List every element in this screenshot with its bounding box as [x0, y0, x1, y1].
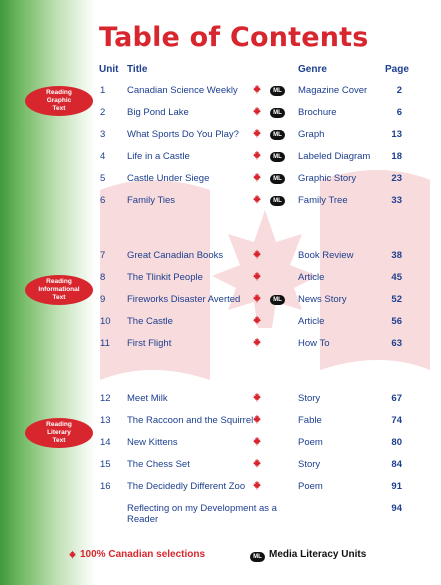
table-row [96, 503, 416, 523]
page-title: Table of Contents [99, 22, 369, 53]
maple-leaf-icon [252, 392, 263, 403]
selection-title: Fireworks Disaster Averted [127, 294, 241, 305]
table-row [96, 129, 416, 149]
page-number: 67 [391, 393, 402, 404]
ml-badge: ML [270, 108, 285, 118]
genre-column-header: Genre [298, 64, 327, 75]
title-column-header: Title [127, 64, 148, 75]
page-number: 63 [391, 338, 402, 349]
table-row [96, 316, 416, 336]
table-row [96, 338, 416, 358]
genre-label: Graph [298, 129, 325, 140]
page-number: 45 [391, 272, 402, 283]
maple-leaf-icon [252, 458, 263, 469]
table-row [96, 107, 416, 127]
ml-badge: ML [270, 152, 285, 162]
media-literacy-icon [270, 172, 285, 183]
media-literacy-icon [270, 84, 285, 95]
selection-title: What Sports Do You Play? [127, 129, 239, 140]
selection-title: Canadian Science Weekly [127, 85, 238, 96]
table-row [96, 173, 416, 193]
genre-label: How To [298, 338, 330, 349]
media-literacy-icon [270, 293, 285, 304]
selection-title: Great Canadian Books [127, 250, 224, 261]
selection-title: The Tlinkit People [127, 272, 203, 283]
page-number: 6 [396, 107, 402, 118]
unit-number: 10 [100, 316, 111, 327]
genre-label: Story [298, 393, 321, 404]
selection-title: The Castle [127, 316, 173, 327]
ml-badge: ML [270, 174, 285, 184]
table-row [96, 294, 416, 314]
page-number: 94 [391, 503, 402, 514]
page-number: 33 [391, 195, 402, 206]
table-row [96, 272, 416, 292]
maple-leaf-icon [252, 337, 263, 348]
media-literacy-icon [270, 106, 285, 117]
unit-number: 4 [100, 151, 106, 162]
media-literacy-icon [270, 150, 285, 161]
unit-number: 15 [100, 459, 111, 470]
maple-leaf-icon [68, 550, 77, 559]
ml-badge: ML [270, 86, 285, 96]
genre-label: Magazine Cover [298, 85, 368, 96]
page-column-header: Page [385, 64, 409, 75]
unit-number: 7 [100, 250, 106, 261]
selection-title: Meet Milk [127, 393, 168, 404]
unit-number: 16 [100, 481, 111, 492]
genre-label: Article [298, 272, 325, 283]
table-row [96, 195, 416, 215]
media-literacy-icon [270, 194, 285, 205]
unit-number: 11 [100, 338, 110, 349]
unit-number: 3 [100, 129, 106, 140]
ml-badge: ML [270, 295, 285, 305]
maple-leaf-icon [252, 150, 263, 161]
media-literacy-icon [270, 128, 285, 139]
maple-leaf-icon [252, 480, 263, 491]
legend-media-literacy [250, 549, 366, 562]
ml-badge: ML [270, 196, 285, 206]
section-badge-literary: Reading Literary Text [25, 418, 93, 448]
selection-title: The Chess Set [127, 459, 190, 470]
ml-badge-icon: ML [250, 552, 265, 562]
table-row [96, 151, 416, 171]
table-row [96, 415, 416, 435]
page-number: 91 [391, 481, 402, 492]
page-number: 52 [391, 294, 402, 305]
selection-title: First Flight [127, 338, 172, 349]
unit-number: 14 [100, 437, 111, 448]
unit-column-header: Unit [99, 64, 119, 75]
genre-label: Article [298, 316, 325, 327]
legend-canadian [68, 549, 205, 560]
selection-title: The Decidedly Different Zoo [127, 481, 246, 492]
page-number: 80 [391, 437, 402, 448]
table-row [96, 459, 416, 479]
table-row [96, 250, 416, 270]
maple-leaf-icon [252, 315, 263, 326]
page-number: 23 [391, 173, 402, 184]
page-number: 56 [391, 316, 402, 327]
selection-title: Family Ties [127, 195, 176, 206]
selection-title: The Raccoon and the Squirrel [127, 415, 254, 426]
ml-badge: ML [270, 130, 285, 140]
unit-number: 8 [100, 272, 106, 283]
maple-leaf-icon [252, 436, 263, 447]
table-row [96, 393, 416, 413]
selection-title: Big Pond Lake [127, 107, 189, 118]
maple-leaf-icon [252, 414, 263, 425]
genre-label: Book Review [298, 250, 354, 261]
page-number: 38 [391, 250, 402, 261]
page-number: 13 [391, 129, 402, 140]
genre-label: Story [298, 459, 321, 470]
unit-number: 12 [100, 393, 111, 404]
selection-title: Castle Under Siege [127, 173, 210, 184]
selection-title: Reflecting on my Development as a Reader [127, 503, 277, 525]
selection-title: Life in a Castle [127, 151, 190, 162]
genre-label: Fable [298, 415, 322, 426]
section-badge-informational: Reading Informational Text [25, 275, 93, 305]
unit-number: 5 [100, 173, 106, 184]
maple-leaf-icon [252, 128, 263, 139]
genre-label: Poem [298, 481, 323, 492]
page-number: 84 [391, 459, 402, 470]
genre-label: Graphic Story [298, 173, 357, 184]
unit-number: 2 [100, 107, 106, 118]
unit-number: 9 [100, 294, 106, 305]
genre-label: Family Tree [298, 195, 348, 206]
selection-title: New Kittens [127, 437, 178, 448]
legend-media-literacy-label: Media Literacy Units [269, 549, 367, 560]
unit-number: 13 [100, 415, 111, 426]
maple-leaf-icon [252, 249, 263, 260]
table-row [96, 437, 416, 457]
genre-label: News Story [298, 294, 347, 305]
page-number: 18 [391, 151, 402, 162]
maple-leaf-icon [252, 271, 263, 282]
page-number: 2 [396, 85, 402, 96]
unit-number: 6 [100, 195, 106, 206]
genre-label: Labeled Diagram [298, 151, 371, 162]
maple-leaf-icon [252, 194, 263, 205]
table-row [96, 481, 416, 501]
page-number: 74 [391, 415, 402, 426]
maple-leaf-icon [252, 172, 263, 183]
unit-number: 1 [100, 85, 106, 96]
maple-leaf-icon [252, 84, 263, 95]
genre-label: Brochure [298, 107, 337, 118]
genre-label: Poem [298, 437, 323, 448]
legend-canadian-label: 100% Canadian selections [80, 549, 206, 560]
section-badge-graphic: Reading Graphic Text [25, 86, 93, 116]
table-row [96, 85, 416, 105]
maple-leaf-icon [252, 106, 263, 117]
maple-leaf-icon [252, 293, 263, 304]
